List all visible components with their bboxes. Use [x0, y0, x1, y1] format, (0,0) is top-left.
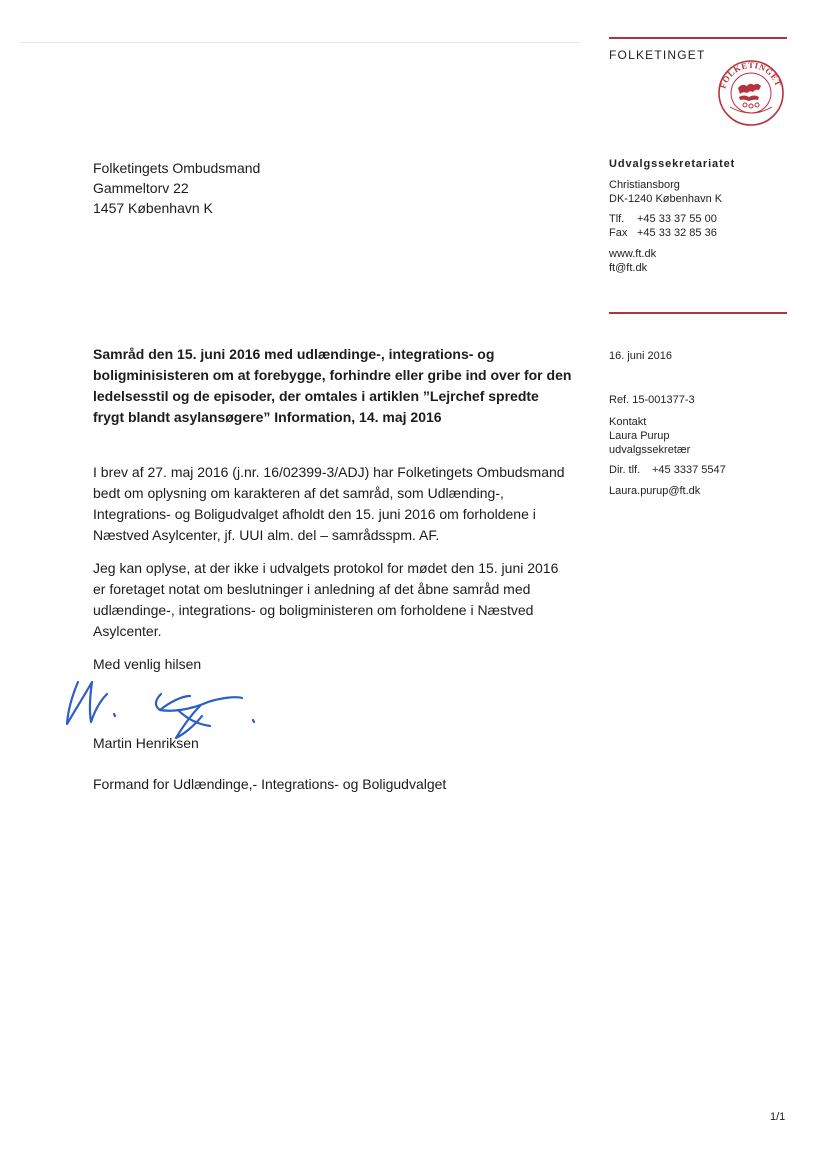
sender-phone-row — [609, 212, 717, 226]
signer-name: Martin Henriksen — [93, 735, 199, 751]
header-top-rule — [609, 37, 787, 39]
signer-title: Formand for Udlændinge,- Integrations- og Boligudvalget — [93, 776, 447, 792]
recipient-address — [93, 158, 260, 218]
sender-website: www.ft.dk — [609, 248, 657, 260]
contact-title: udvalgssekretær — [609, 444, 691, 456]
sender-online — [609, 247, 656, 275]
recipient-street: Gammeltorv 22 — [93, 180, 189, 196]
recipient-name: Folketingets Ombudsmand — [93, 160, 261, 176]
sender-department: Udvalgssekretariatet — [609, 158, 736, 170]
folketinget-seal-logo — [716, 57, 786, 127]
phone-number: +45 33 37 55 00 — [637, 213, 717, 225]
direct-phone-label: Dir. tlf. — [609, 464, 641, 476]
sidebar-divider-rule — [609, 312, 787, 314]
contact-email: Laura.purup@ft.dk — [609, 485, 701, 497]
phone-label: Tlf. — [609, 213, 625, 225]
brand-name: FOLKETINGET — [609, 48, 706, 62]
recipient-city: 1457 København K — [93, 200, 213, 216]
seal-lettering: FOLKETINGET — [717, 59, 784, 90]
body-paragraph-2: Jeg kan oplyse, at der ikke i udvalgets protokol for mødet den 15. juni 2016 er foretaget notat om beslutninger i anledning af det åbne samråd med udlændinge-, integrations- og boligministeren om forholdene i Næstved Asylcenter. — [93, 560, 559, 639]
sender-address — [609, 178, 722, 206]
sender-email: ft@ft.dk — [609, 262, 648, 274]
sender-address-line1: Christiansborg — [609, 179, 680, 191]
fax-label: Fax — [609, 227, 628, 239]
direct-phone-row — [609, 463, 726, 477]
closing-greeting: Med venlig hilsen — [93, 656, 202, 672]
contact-block — [609, 415, 690, 457]
letter-date: 16. juni 2016 — [609, 350, 672, 362]
reference-number: Ref. 15-001377-3 — [609, 394, 695, 406]
sender-fax-row — [609, 226, 717, 240]
sender-phones — [609, 212, 717, 240]
sender-address-line2: DK-1240 København K — [609, 193, 723, 205]
direct-phone-number: +45 3337 5547 — [652, 464, 726, 476]
page-number: 1/1 — [770, 1111, 786, 1123]
contact-label: Kontakt — [609, 416, 647, 428]
contact-name: Laura Purup — [609, 430, 670, 442]
fax-number: +45 33 32 85 36 — [637, 227, 717, 239]
scan-artifact-line — [20, 42, 580, 43]
letter-subject: Samråd den 15. juni 2016 med udlændinge-, integrations- og boligminisisteren om at forebygge, forhindre eller gribe ind over for den ledelsesstil og de episoder, der omtales i artiklen ”Lejrchef spredte frygt blandt asylansøgere” Information, 14. maj 2016 — [93, 346, 572, 425]
body-paragraph-1: I brev af 27. maj 2016 (j.nr. 16/02399-3/ADJ) har Folketingets Ombudsmand bedt om oplysning om karakteren af det samråd, som Udlænding-, Integrations- og Boligudvalget afholdt den 15. juni 2016 om forholdene i Næstved Asylcenter, jf. UUI alm. del – samrådsspm. AF. — [93, 464, 565, 543]
